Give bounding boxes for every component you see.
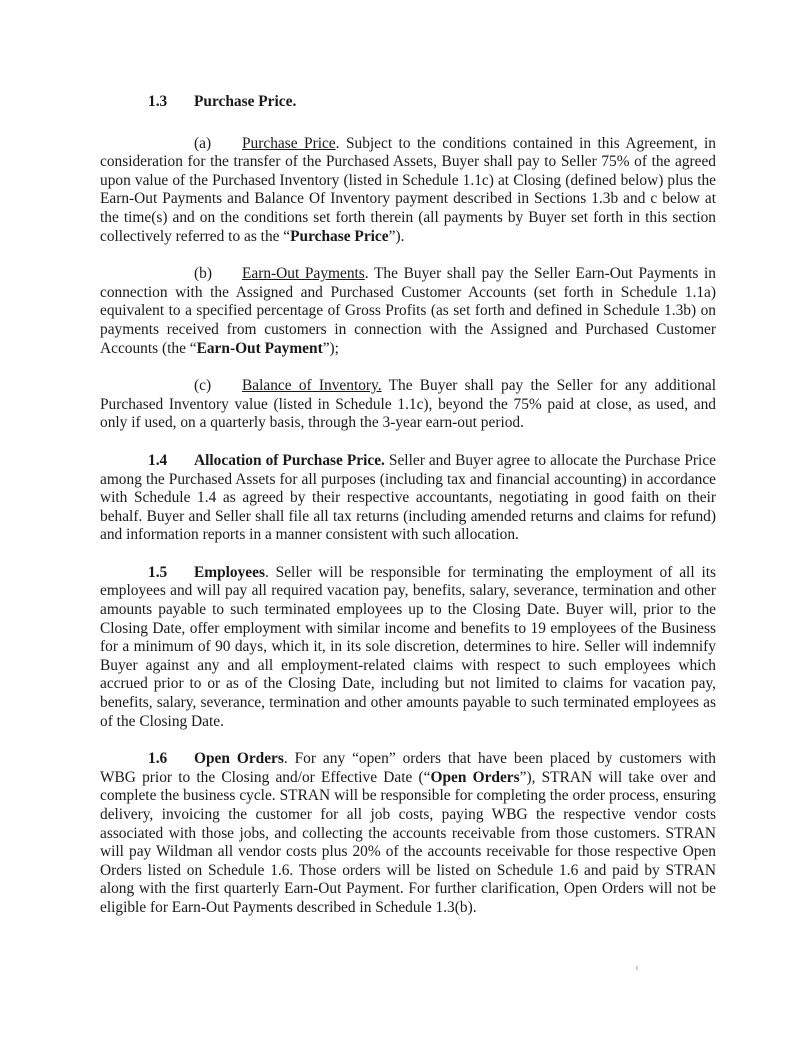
- section-title: Employees: [194, 563, 265, 581]
- section-number: 1.5: [148, 563, 168, 581]
- clause-heading: Balance of Inventory.: [242, 377, 382, 395]
- clause-text: . Subject to the conditions contained in this Agreement, in consideration for the transfer of the Purchased Assets, Buyer shall pay to Seller 75% of the agreed upon value of the Purchased Inventory (listed in Schedule 1.1c) at Closing (defined below) plus the Earn-Out Payments and Balance Of Inventory payment described in Sections 1.3b and c below at the time(s) and on the conditions set forth therein (all payments by Buyer set forth in this section collectively referred to as the “: [100, 134, 716, 245]
- scan-speck: [636, 966, 638, 970]
- clause-label: (a): [194, 134, 212, 152]
- clause-label: (c): [194, 377, 212, 395]
- section-title: Open Orders: [194, 750, 284, 768]
- section-1-6: [100, 750, 716, 917]
- section-1-5: [100, 564, 716, 731]
- section-text-end: ”), STRAN will take over and complete the business cycle. STRAN will be responsible for completing the order process, ensuring delivery, invoicing the customer for all job costs, paying WBG the respective vendor costs associated with those jobs, and collecting the accounts receivable from those customers. STRAN will pay Wildman all vendor costs plus 20% of the accounts receivable for those respective Open Orders listed on Schedule 1.6. Those orders will be listed on Schedule 1.6 and paid by STRAN along with the first quarterly Earn-Out Payment. For further clarification, Open Orders will not be eligible for Earn-Out Payments described in Schedule 1.3(b).: [100, 768, 716, 916]
- clause-text: . The Buyer shall pay the Seller Earn-Out Payments in connection with the Assigned and Purchased Customer Accounts (set forth in Schedule 1.1a) equivalent to a specified percentage of Gross Profits (as set forth and defined in Schedule 1.3b) on payments received from customers in connection with the Assigned and Purchased Customer Accounts (the “: [100, 265, 716, 357]
- section-text: . For any “open” orders that have been placed by customers with WBG prior to the Closing and/or Effective Date (“: [100, 750, 716, 786]
- section-number: 1.6: [148, 750, 168, 768]
- section-1-4: [100, 452, 716, 545]
- section-text: . Seller will be responsible for terminating the employment of all its employees and will pay all required vacation pay, benefits, salary, severance, termination and other amounts payable to such terminated employees up to the Closing Date. Buyer will, prior to the Closing Date, offer employment with similar income and benefits to 19 employees of the Business for a minimum of 90 days, which it, in its sole discretion, determines to hire. Seller will indemnify Buyer against any and all employment-related claims with respect to such employees which accrued prior to or as of the Closing Date, including but not limited to claims for vacation pay, benefits, salary, severance, termination and other amounts payable to such terminated employees as of the Closing Date.: [100, 563, 716, 730]
- clause-1-3-a: [100, 135, 716, 247]
- clause-heading: Earn-Out Payments: [242, 265, 365, 283]
- clause-1-3-b: [100, 265, 716, 358]
- clause-text-end: ”).: [388, 227, 405, 245]
- clause-heading: Purchase Price: [242, 134, 336, 152]
- section-title: Purchase Price.: [194, 93, 297, 110]
- document-page: [100, 93, 716, 937]
- clause-text-end: ”);: [322, 339, 339, 357]
- section-title: Allocation of Purchase Price.: [194, 451, 385, 469]
- defined-term: Earn-Out Payment: [196, 339, 323, 357]
- section-number: 1.4: [148, 451, 168, 469]
- clause-label: (b): [194, 265, 212, 283]
- clause-text: The Buyer shall pay the Seller for any additional Purchased Inventory value (listed in Schedule 1.1c), beyond the 75% paid at close, as used, and only if used, on a quarterly basis, through the 3-year earn-out period.: [100, 377, 716, 432]
- clause-1-3-c: [100, 377, 716, 433]
- section-text: Seller and Buyer agree to allocate the Purchase Price among the Purchased Assets for all purposes (including tax and financial accounting) in accordance with Schedule 1.4 as agreed by their respective accountants, negotiating in good faith on their behalf. Buyer and Seller shall file all tax returns (including amended returns and claims for refund) and information reports in a manner consistent with such allocation.: [100, 451, 716, 544]
- section-1-3-heading: [100, 93, 716, 112]
- defined-term: Open Orders: [430, 768, 520, 786]
- defined-term: Purchase Price: [290, 227, 389, 245]
- section-number: 1.3: [148, 93, 168, 110]
